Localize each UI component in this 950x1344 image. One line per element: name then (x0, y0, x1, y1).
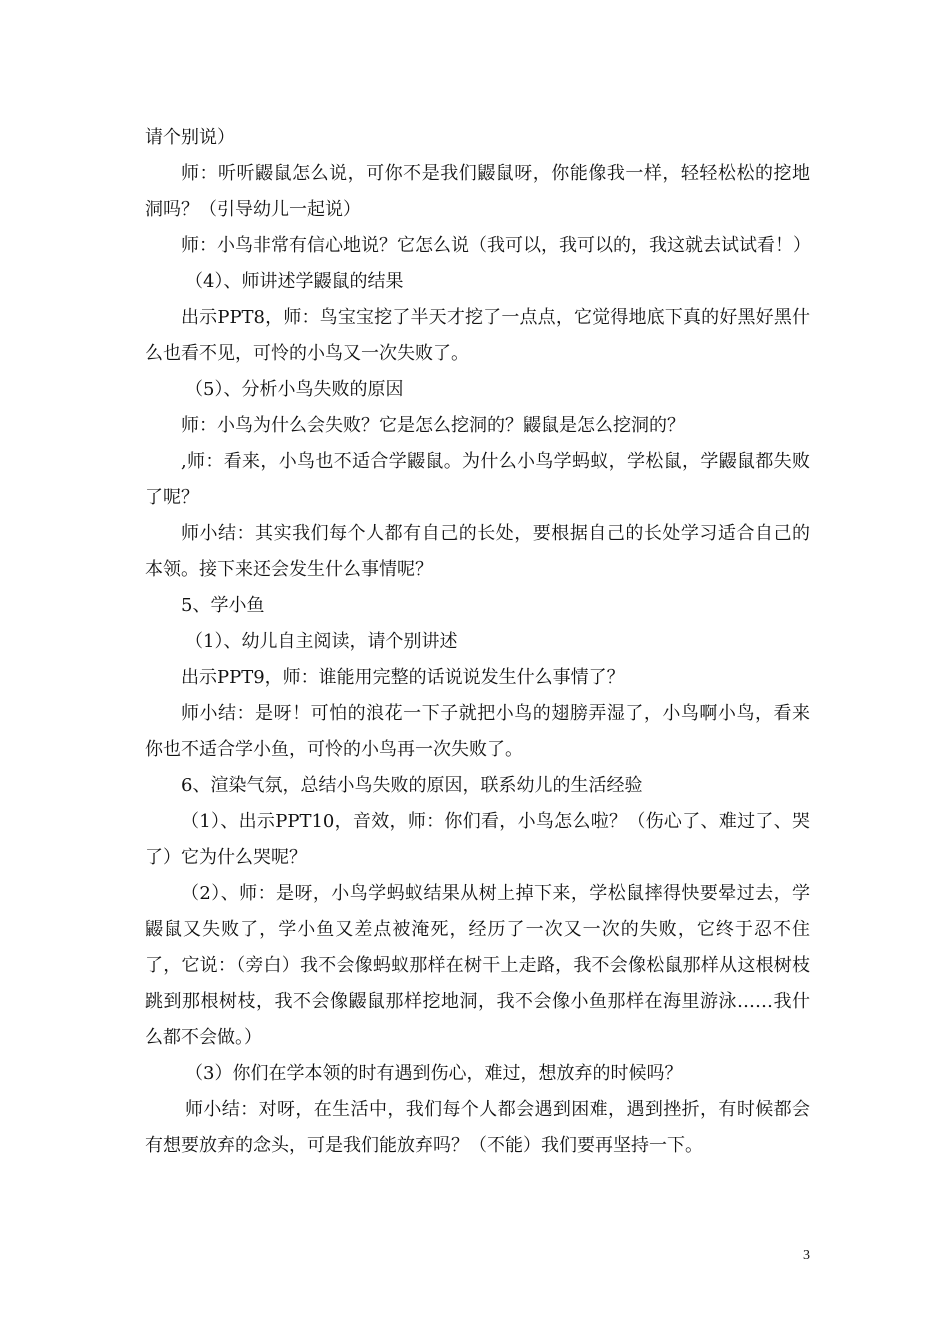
paragraph: 师：小鸟非常有信心地说？它怎么说（我可以，我可以的，我这就去试试看！） (181, 235, 811, 256)
paragraph: ,师：看来，小鸟也不适合学鼹鼠。为什么小鸟学蚂蚁，学松鼠，学鼹鼠都失败了呢？ (145, 451, 810, 508)
paragraph: 师：听听鼹鼠怎么说，可你不是我们鼹鼠呀，你能像我一样，轻轻松松的挖地洞吗？（引导幼儿一起说） (145, 163, 810, 220)
paragraph: （2）、师：是呀，小鸟学蚂蚁结果从树上掉下来，学松鼠摔得快要晕过去，学鼹鼠又失败了，学小鱼又差点被淹死，经历了一次又一次的失败，它终于忍不住了，它说：（旁白）我不会像蚂蚁那样在树干上走路，我不会像松鼠那样从这根树枝跳到那根树枝，我不会像鼹鼠那样挖地洞，我不会像小鱼那样在海里游泳……我什么都不会做。） (145, 883, 810, 1048)
paragraph: 师小结：是呀！可怕的浪花一下子就把小鸟的翅膀弄湿了，小鸟啊小鸟，看来你也不适合学小鱼，可怜的小鸟再一次失败了。 (145, 703, 810, 760)
section-heading: （5）、分析小鸟失败的原因 (185, 379, 404, 400)
paragraph: 师小结：对呀，在生活中，我们每个人都会遇到困难，遇到挫折，有时候都会有想要放弃的念头，可是我们能放弃吗？（不能）我们要再坚持一下。 (145, 1099, 810, 1156)
page-number: 3 (803, 1248, 810, 1263)
section-heading: （1）、幼儿自主阅读，请个别讲述 (185, 631, 458, 652)
paragraph: 师：小鸟为什么会失败？它是怎么挖洞的？鼹鼠是怎么挖洞的？ (181, 415, 685, 436)
section-heading: 6、渲染气氛，总结小鸟失败的原因，联系幼儿的生活经验 (181, 775, 643, 796)
paragraph: （3）你们在学本领的时有遇到伤心，难过，想放弃的时候吗？ (185, 1063, 683, 1084)
paragraph: 出示PPT8，师：鸟宝宝挖了半天才挖了一点点，它觉得地底下真的好黑好黑什么也看不见，可怜的小鸟又一次失败了。 (145, 307, 810, 364)
paragraph: （1）、出示PPT10，音效，师：你们看，小鸟怎么啦？（伤心了、难过了、哭了）它为什么哭呢？ (145, 811, 810, 868)
paragraph: 师小结：其实我们每个人都有自己的长处，要根据自己的长处学习适合自己的本领。接下来还会发生什么事情呢？ (145, 523, 810, 580)
paragraph: 请个别说） (145, 127, 235, 148)
document-body (145, 120, 810, 1164)
section-heading: （4）、师讲述学鼹鼠的结果 (185, 271, 404, 292)
paragraph: 出示PPT9，师：谁能用完整的话说说发生什么事情了？ (181, 667, 625, 688)
section-heading: 5、学小鱼 (181, 595, 265, 616)
